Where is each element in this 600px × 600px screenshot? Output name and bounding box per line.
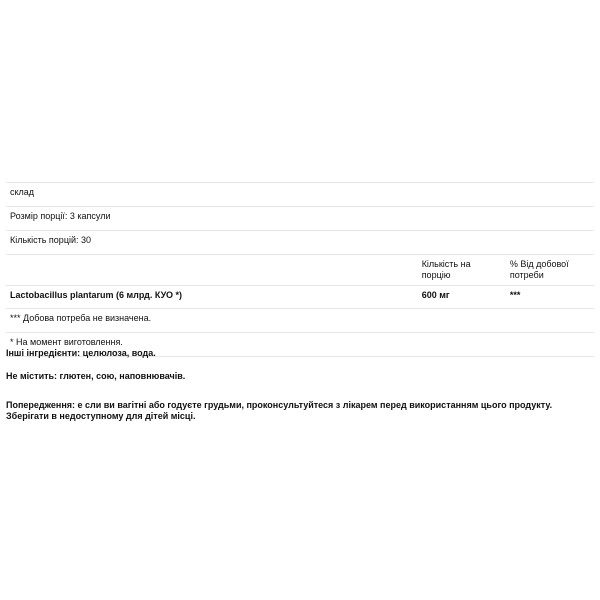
table-row bbox=[6, 183, 594, 207]
footnote-cfu: * На момент виготовлення. bbox=[6, 333, 594, 357]
warning-text bbox=[6, 400, 594, 422]
table-row bbox=[6, 207, 594, 231]
free-of-statement: Не містить: глютен, сою, наповнювачів. bbox=[6, 371, 186, 381]
table-header-row bbox=[6, 255, 594, 286]
header-blank bbox=[6, 255, 418, 286]
storage-line: Зберігати в недоступному для дітей місці. bbox=[6, 411, 196, 421]
footnote-row bbox=[6, 309, 594, 333]
nutrient-name: Lactobacillus plantarum (6 млрд. КУО *) bbox=[6, 286, 418, 309]
other-ingredients: Інші інгредієнти: целюлоза, вода. bbox=[6, 348, 156, 358]
footnote-daily-value: *** Добова потреба не визначена. bbox=[6, 309, 594, 333]
facts-title: склад bbox=[6, 183, 594, 207]
nutrient-row bbox=[6, 286, 594, 309]
supplement-facts-table bbox=[6, 182, 594, 357]
serving-size: Розмір порції: 3 капсули bbox=[6, 207, 594, 231]
product-notes bbox=[6, 348, 594, 434]
table-row bbox=[6, 231, 594, 255]
header-amount-per-serving: Кількість на порцію bbox=[418, 255, 506, 286]
servings-per-container: Кількість порцій: 30 bbox=[6, 231, 594, 255]
nutrient-amount: 600 мг bbox=[418, 286, 506, 309]
nutrient-daily-value: *** bbox=[506, 286, 594, 309]
header-daily-value: % Від добової потреби bbox=[506, 255, 594, 286]
warning-line: Попередження: е сли ви вагітні або годуєте грудьми, проконсультуйтеся з лікарем перед використанням цього продукту. bbox=[6, 400, 553, 410]
